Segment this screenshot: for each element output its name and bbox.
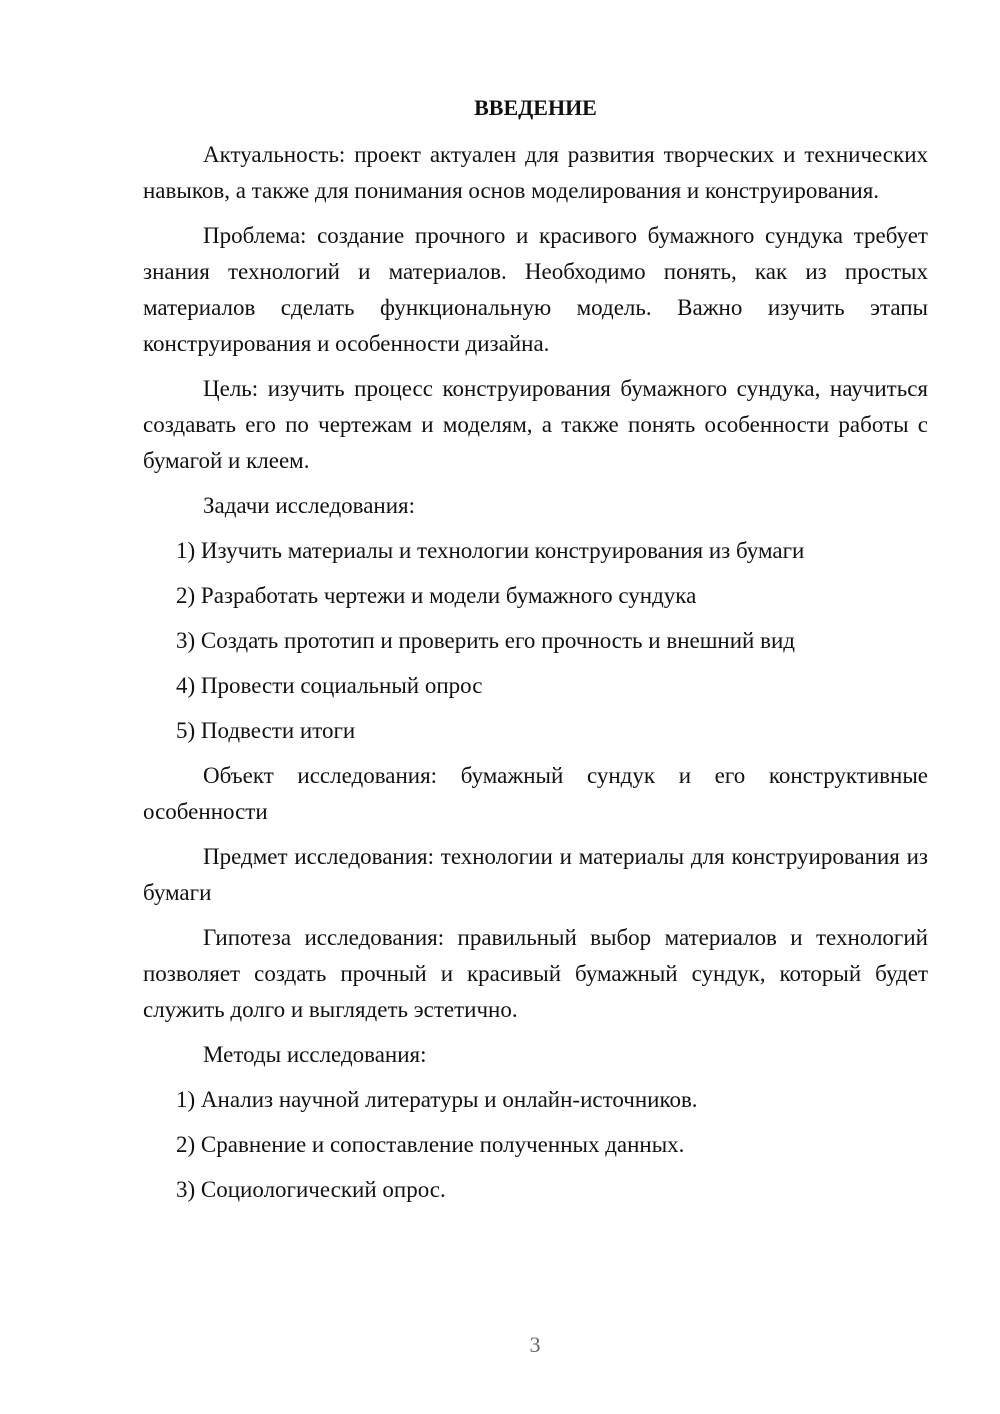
page-title: ВВЕДЕНИЕ: [474, 95, 597, 120]
object-paragraph: Объект исследования: бумажный сундук и его конструктивные особенности: [143, 763, 928, 824]
list-item: 1) Анализ научной литературы и онлайн-источников.: [176, 1087, 698, 1112]
list-item: 3) Социологический опрос.: [176, 1177, 446, 1202]
problem-paragraph: Проблема: создание прочного и красивого бумажного сундука требует знания технологий и материалов. Необходимо понять, как из простых материалов сделать функциональную модель. Важно изучить этапы конструирования и особенности дизайна.: [143, 223, 928, 356]
page-number: 3: [529, 1332, 541, 1357]
list-item: 2) Разработать чертежи и модели бумажного сундука: [176, 583, 697, 608]
relevance-paragraph: Актуальность: проект актуален для развития творческих и технических навыков, а также для понимания основ моделирования и конструирования.: [143, 142, 928, 203]
subject-paragraph: Предмет исследования: технологии и материалы для конструирования из бумаги: [143, 844, 928, 905]
list-item: 2) Сравнение и сопоставление полученных данных.: [176, 1132, 685, 1157]
goal-paragraph: Цель: изучить процесс конструирования бумажного сундука, научиться создавать его по чертежам и моделям, а также понять особенности работы с бумагой и клеем.: [143, 376, 928, 473]
hypothesis-paragraph: Гипотеза исследования: правильный выбор материалов и технологий позволяет создать прочный и красивый бумажный сундук, который будет служить долго и выглядеть эстетично.: [143, 925, 928, 1022]
list-item: 1) Изучить материалы и технологии конструирования из бумаги: [176, 538, 805, 563]
tasks-heading: Задачи исследования:: [203, 493, 416, 518]
document-body: [143, 88, 928, 1217]
methods-list: [143, 1082, 928, 1208]
tasks-list: [143, 533, 928, 749]
list-item: 5) Подвести итоги: [176, 718, 356, 743]
list-item: 3) Создать прототип и проверить его прочность и внешний вид: [176, 628, 795, 653]
methods-heading: Методы исследования:: [203, 1042, 427, 1067]
list-item: 4) Провести социальный опрос: [176, 673, 483, 698]
